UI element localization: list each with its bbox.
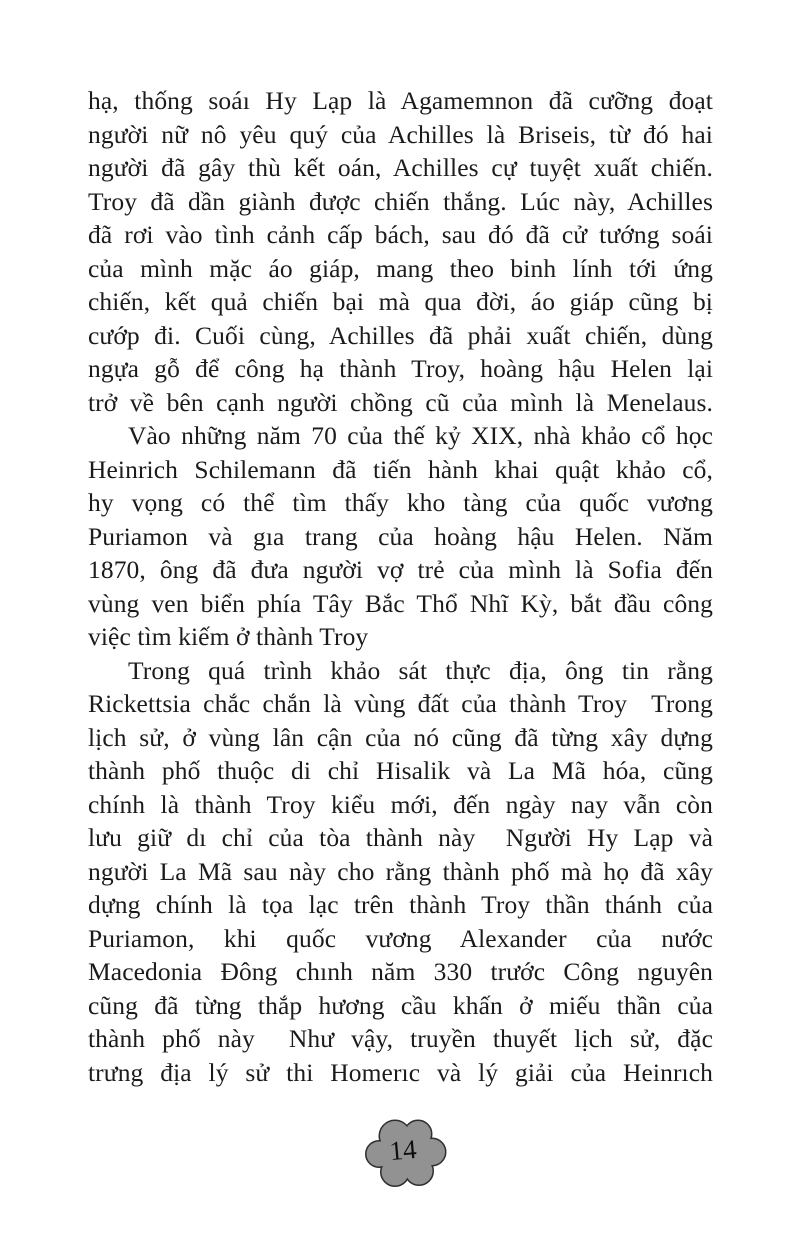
text-line: trưng địa lý sử thi Homerıc và lý giải của Heinrıch — [88, 1057, 713, 1087]
text-line: trở về bên cạnh người chồng cũ của mình là Menelaus. — [88, 387, 713, 417]
text-line: Puriamon, khi quốc vương Alexander của nước — [88, 923, 713, 953]
page-number: 14 — [388, 1133, 418, 1166]
text-line: Puriamon và gıa trang của hoàng hậu Helen. Năm — [88, 521, 713, 551]
text-line: thành phố thuộc di chỉ Hisalik và La Mã hóa, cũng — [88, 756, 713, 785]
text-line: cướp đi. Cuối cùng, Achilles đã phải xuất chiến, dùng — [88, 320, 713, 350]
text-line: đã rơi vào tình cảnh cấp bách, sau đó đã cử tướng soái — [88, 220, 713, 249]
text-line: lịch sử, ở vùng lân cận của nó cũng đã từng xây dựng — [88, 722, 713, 752]
text-line: 1870, ông đã đưa người vợ trẻ của mình là Sofia đến — [88, 555, 713, 584]
text-line: vùng ven biển phía Tây Bắc Thổ Nhĩ Kỳ, bắt đầu công — [88, 588, 713, 618]
text-line: lưu giữ dı chỉ của tòa thành này Người Hy Lạp và — [88, 823, 713, 852]
text-line: chiến, kết quả chiến bại mà qua đời, áo giáp cũng bị — [88, 287, 713, 316]
text-line: người La Mã sau này cho rằng thành phố mà họ đã xây — [88, 856, 713, 886]
text-line: hạ, thống soáı Hy Lạp là Agamemnon đã cưỡng đoạt — [88, 86, 713, 115]
paragraph-2 — [88, 419, 713, 654]
text-line: thành phố này Như vậy, truyền thuyết lịch sử, đặc — [88, 1024, 713, 1053]
text-line: của mình mặc áo giáp, mang theo binh lính tới ứng — [88, 253, 713, 283]
paragraph-3 — [88, 654, 713, 1090]
text-line: dựng chính là tọa lạc trên thành Troy thần thánh của — [88, 890, 713, 919]
text-line: hy vọng có thể tìm thấy kho tàng của quốc vương — [88, 488, 713, 517]
paragraph-1 — [88, 84, 713, 419]
text-line: người đã gây thù kết oán, Achilles cự tuyệt xuất chiến. — [88, 153, 713, 182]
text-line: Troy đã dần giành được chiến thắng. Lúc này, Achilles — [88, 186, 713, 216]
text-line: Vào những năm 70 của thế kỷ XIX, nhà khảo cổ học — [128, 421, 713, 450]
text-line: việc tìm kiếm ở thành Troy — [88, 622, 369, 651]
text-line: cũng đã từng thắp hương cầu khấn ở miếu thần của — [88, 990, 713, 1020]
page-number-badge — [365, 1118, 447, 1190]
text-line: Trong quá trình khảo sát thực địa, ông tin rằng — [128, 655, 713, 685]
text-line: người nữ nô yêu quý của Achilles là Briseis, từ đó hai — [88, 119, 713, 149]
text-line: chính là thành Troy kiểu mới, đến ngày nay vẫn còn — [88, 789, 713, 819]
text-line: Heinrich Schilemann đã tiến hành khai quật khảo cổ, — [88, 454, 713, 484]
text-line: Rickettsia chắc chắn là vùng đất của thành Troy Trong — [88, 689, 713, 718]
text-line: Macedonia Đông chınh năm 330 trước Công nguyên — [88, 957, 713, 986]
page-text — [88, 84, 713, 1089]
text-line: ngựa gỗ để công hạ thành Troy, hoàng hậu Helen lại — [88, 354, 713, 383]
